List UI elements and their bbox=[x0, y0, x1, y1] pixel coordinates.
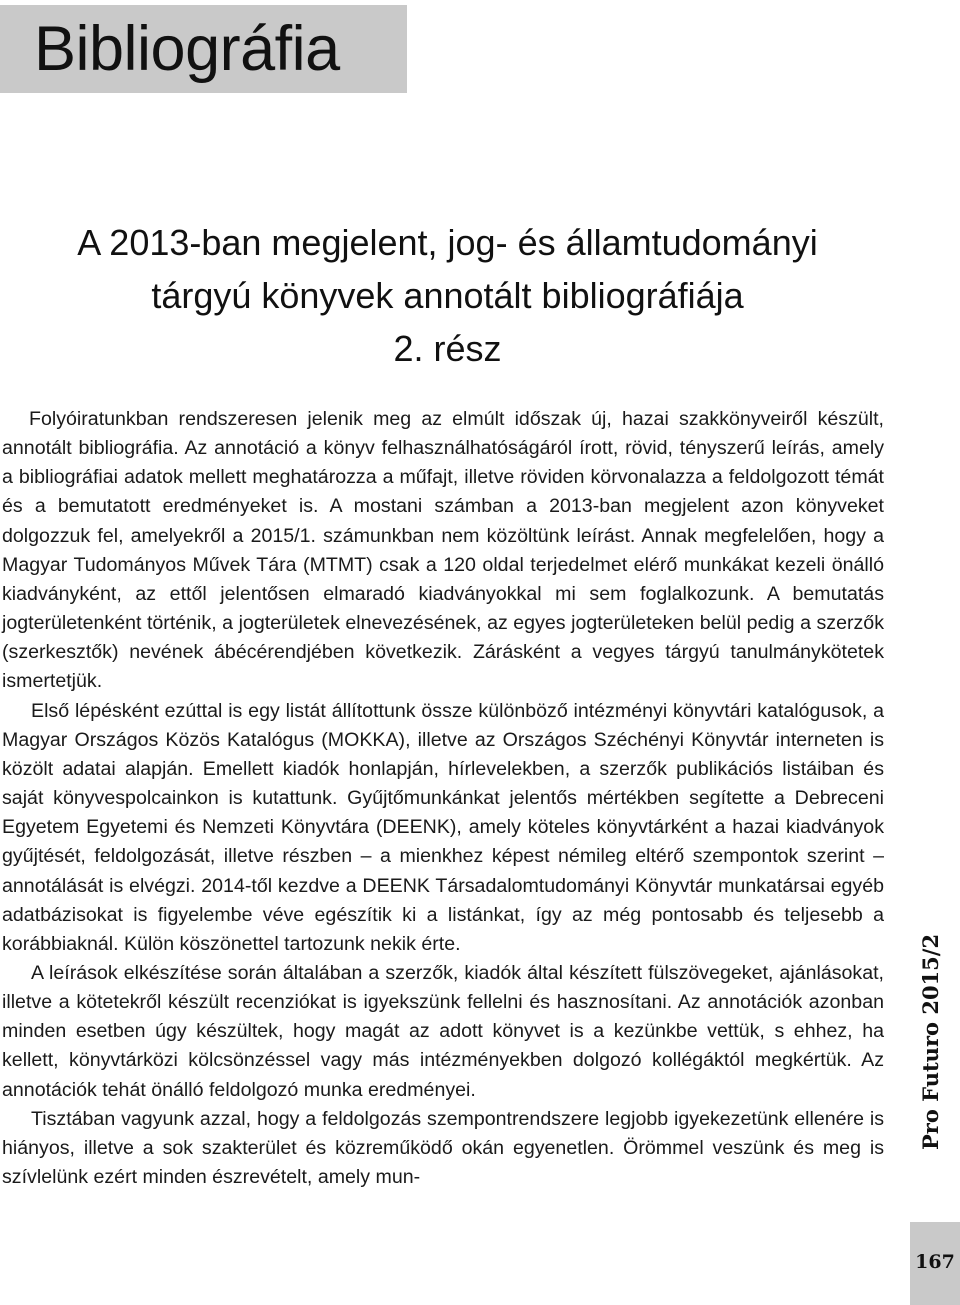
article-title-line: 2. rész bbox=[393, 328, 502, 369]
body-paragraph: Folyóiratunkban rendszeresen jelenik meg az elmúlt időszak új, hazai szakkönyveiről készült, annotált bibliográfia. Az annotáció a könyv felhasználhatóságáról írott, rövid, tényszerű leírás, amely a bibliográfiai adatok mellett meghatározza a műfajt, illetve röviden körvonalazza a feldolgozott témát és a bemutatott eredményeket is. A mostani számban a 2013-ban megjelent azon könyveket dolgozzuk fel, amelyekről a 2015/1. számunkban nem közöltünk leírást. Annak megfelelően, hogy a Magyar Tudományos Művek Tára (MTMT) csak a 120 oldal terjedelmet elérő munkákat kezeli önálló kiadványként, az ettől jelentősen elmaradó kiadványokkal mi sem foglalkozunk. A bemutatás jogterületenként történik, a jogterületek elnevezésének, az egyes jogterületeken belül pedig a szerzők (szerkesztők) nevének ábécérendjében következik. Zárásként a vegyes tárgyú tanulmánykötetek ismertetjük. bbox=[2, 408, 884, 693]
section-header-tab bbox=[0, 5, 407, 93]
body-paragraph: A leírások elkészítése során általában a szerzők, kiadók által készített fülszövegeket, ajánlásokat, illetve a kötetekről készült recenziókat is igyekszünk fellelni és hasznosítani. Az annotációk azonban minden esetben úgy készültek, hogy magát az adott könyvet is a kezünkbe vettük, s ehhez, ha kellett, könyvtárközi kölcsönzéssel vagy más intézményekben dolgozó kollégáktól megkértük. Az annotációk tehát önálló feldolgozó munka eredményei. bbox=[2, 961, 884, 1101]
body-paragraph: Tisztában vagyunk azzal, hogy a feldolgozás szempontrendszere legjobb igyekezetünk ellenére is hiányos, illetve a sok szakterület és közreműködő okán egyenetlen. Örömmel veszünk és meg is szívlelünk ezért minden észrevételt, amely mun- bbox=[2, 1107, 884, 1189]
section-title: Bibliográfia bbox=[34, 14, 340, 84]
article-title-line: tárgyú könyvek annotált bibliográfiája bbox=[151, 275, 744, 316]
body-paragraph: Első lépésként ezúttal is egy listát állítottunk össze különböző intézményi könyvtári katalógusok, a Magyar Országos Közös Katalógus (MOKKA), illetve az Országos Széchényi Könyvtár interneten is közölt adatai alapján. Emellett kiadók honlapján, hírlevelekben, a szerzők publikációs listáiban és saját könyvespolcainkon is kutattunk. Gyűjtőmunkánkat jelentős mértékben segítette a Debreceni Egyetem Egyetemi és Nemzeti Könyvtára (DEENK), amely köteles könyvtárként a hazai kiadványok gyűjtését, feldolgozását, illetve részben – a mienkhez képest némileg eltérő szempontok szerint – annotálását is elvégzi. 2014-től kezdve a DEENK Társadalomtudományi Könyvtár munkatársai egyéb adatbázisokat is figyelembe véve egészítik ki a listánkat, így az még pontosabb és teljesebb a korábbiaknál. Külön köszönettel tartozunk nekik érte. bbox=[2, 699, 884, 955]
article-body bbox=[2, 405, 884, 1192]
journal-running-head: Pro Futuro 2015/2 bbox=[918, 933, 943, 1150]
article-title-line: A 2013-ban megjelent, jog- és államtudományi bbox=[77, 222, 818, 263]
article-title bbox=[0, 216, 895, 375]
page-number: 167 bbox=[915, 1251, 955, 1273]
